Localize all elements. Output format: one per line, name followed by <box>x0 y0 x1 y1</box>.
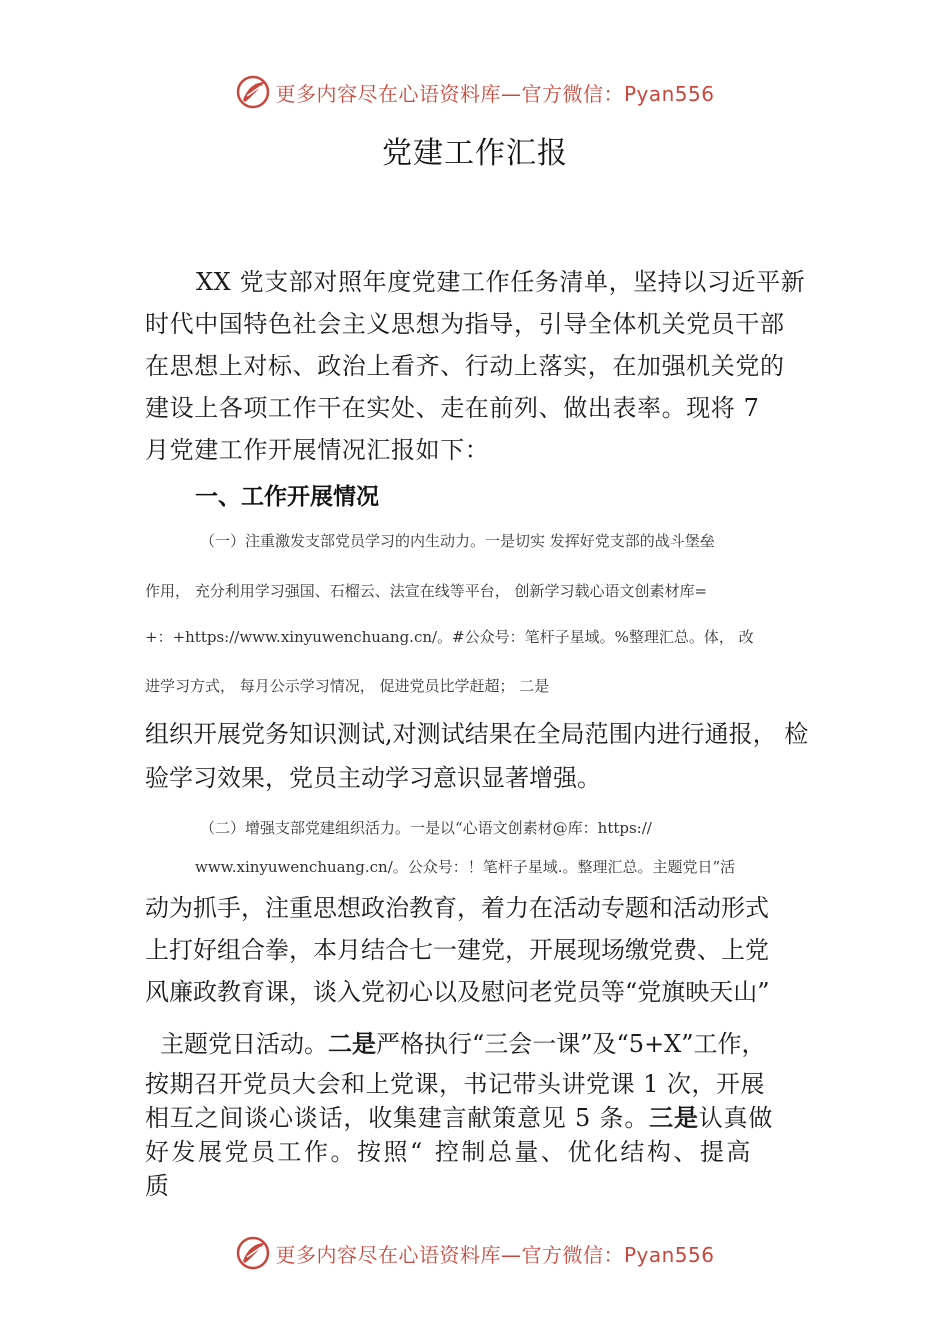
intro-line: 在思想上对标、政治上看齐、行动上落实，在加强机关党的 <box>145 352 785 380</box>
intro-line: XX 党支部对照年度党建工作任务清单，坚持以习近平新 <box>196 268 806 296</box>
part1-small-line: 作用， 充分利用学习强国、石榴云、法宣在线等平台， 创新学习载心语文创素材库= <box>145 582 708 600</box>
part2-line: 风廉政教育课，谈入党初心以及慰问老党员等“党旗映天山” <box>145 978 770 1006</box>
emphasis-run: 三是 <box>649 1104 699 1132</box>
brand-logo-icon <box>235 1235 271 1271</box>
banner-text: 更多内容尽在心语资料库—官方微信：Pyan556 <box>275 81 715 106</box>
footer-watermark-banner <box>0 1233 950 1273</box>
part2-line: 质 <box>145 1172 169 1200</box>
part1-line: 验学习效果，党员主动学习意识显著增强。 <box>145 764 601 792</box>
part1-line: 组织开展党务知识测试,对测试结果在全局范围内进行通报， 检 <box>145 720 809 748</box>
part2-line <box>145 1098 773 1133</box>
emphasis-run: 二是 <box>328 1030 376 1058</box>
part1-small-line: 进学习方式， 每月公示学习情况， 促进党员比学赶超； 二是 <box>145 677 550 695</box>
text-run: 主题党日活动。 <box>160 1030 328 1058</box>
part1-small-line: +：+https://www.xinyuwenchuang.cn/。#公众号：笔杆子星域。%整理汇总。体， 改 <box>145 628 754 646</box>
brand-logo-icon <box>235 74 271 110</box>
banner-text: 更多内容尽在心语资料库—官方微信：Pyan556 <box>275 1242 715 1267</box>
part2-line: 按期召开党员大会和上党课，书记带头讲党课 1 次，开展 <box>145 1070 766 1098</box>
part2-small-line: www.xinyuwenchuang.cn/。公众号：！笔杆子星域.。整理汇总。主题党日”活 <box>195 858 736 876</box>
part1-small-line: （一）注重激发支部党员学习的内生动力。一是切实 发挥好党支部的战斗堡垒 <box>200 532 715 550</box>
page-title: 党建工作汇报 <box>382 136 568 171</box>
part2-line <box>160 1024 766 1059</box>
part2-line: 上打好组合拳，本月结合七一建党，开展现场缴党费、上党 <box>145 936 769 964</box>
part2-line: 动为抓手，注重思想政治教育，着力在活动专题和活动形式 <box>145 894 769 922</box>
text-run: 相互之间谈心谈话，收集建言献策意见 5 条。 <box>145 1104 650 1132</box>
intro-line: 月党建工作开展情况汇报如下： <box>145 436 490 464</box>
text-run: 严格执行“三会一课”及“5+X”工作， <box>376 1030 766 1058</box>
header-watermark-banner <box>0 72 950 112</box>
text-run: 认真做 <box>698 1104 774 1132</box>
section-heading: 一、工作开展情况 <box>195 484 379 510</box>
part2-small-line: （二）增强支部党建组织活力。一是以“心语文创素材@库：https:// <box>200 819 652 837</box>
intro-line: 时代中国特色社会主义思想为指导，引导全体机关党员干部 <box>145 310 785 338</box>
part2-line: 好发展党员工作。按照“ 控制总量、优化结构、提高 <box>145 1138 753 1166</box>
intro-line: 建设上各项工作干在实处、走在前列、做出表率。现将 7 <box>145 394 760 422</box>
